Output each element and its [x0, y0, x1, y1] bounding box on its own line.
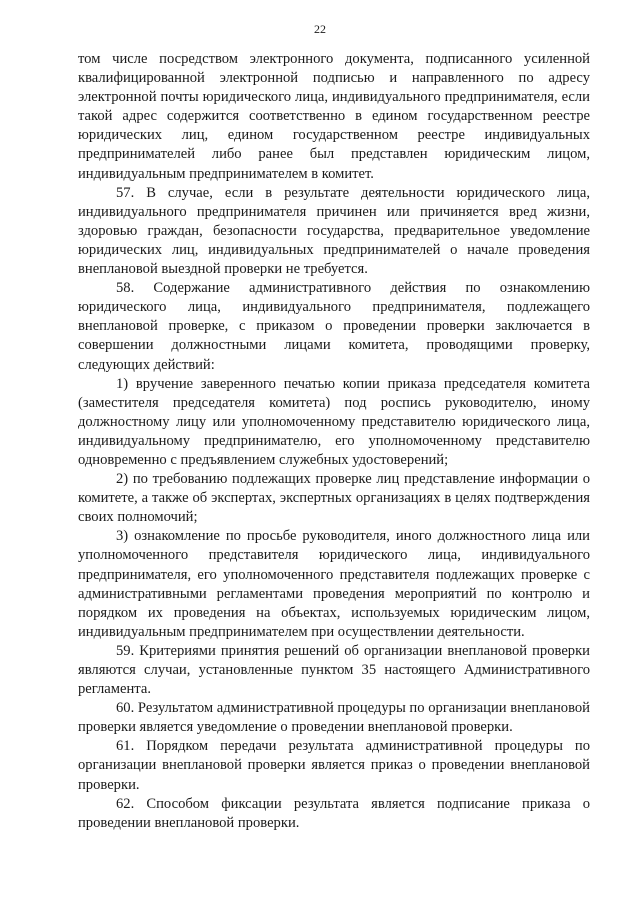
paragraph-58: 58. Содержание административного действия по ознакомлению юридического лица, индивидуального предпринимателя, подлежащего внеплановой проверке, с приказом о проведении проверки заключается в совершении должностными лицами комитета, проводящими проверку, следующих действий:	[78, 280, 590, 373]
paragraph-57: 57. В случае, если в результате деятельности юридического лица, индивидуального предпринимателя причинен или причиняется вред жизни, здоровью граждан, безопасности государства, предварительное уведомление юридических лиц, индивидуальных предпринимателей о начале проведения внеплановой выездной проверки не требуется.	[78, 184, 590, 278]
list-item-58-1: 1) вручение заверенного печатью копии приказа председателя комитета (заместителя председателя комитета) под роспись руководителю, иному должностному лицу или уполномоченному представителю юридического лица, индивидуальному предпринимателю, его уполномоченному представителю одновременно с предъявлением служебных удостоверений;	[78, 375, 590, 468]
list-item-58-2: 2) по требованию подлежащих проверке лиц представление информации о комитете, а также об экспертах, экспертных организациях в целях подтверждения своих полномочий;	[78, 471, 590, 526]
paragraph-60: 60. Результатом административной процедуры по организации внеплановой проверки является уведомление о проведении внеплановой проверки.	[78, 700, 590, 736]
paragraph-61: 61. Порядком передачи результата административной процедуры по организации внеплановой проверки является приказ о проведении внеплановой проверки.	[78, 738, 590, 793]
paragraph-62: 62. Способом фиксации результата является подписание приказа о проведении внеплановой проверки.	[78, 795, 590, 831]
document-body	[78, 50, 590, 833]
paragraph-59: 59. Критериями принятия решений об организации внеплановой проверки являются случаи, установленные пунктом 35 настоящего Административного регламента.	[78, 642, 590, 698]
page-number: 22	[314, 22, 326, 36]
list-item-58-3: 3) ознакомление по просьбе руководителя, иного должностного лица или уполномоченного представителя юридического лица, индивидуального предпринимателя, его уполномоченного представителя подлежащих проверке с административными регламентами проведения мероприятий по контролю и порядком их проведения на объектах, используемых юридическим лицом, индивидуальным предпринимателем при осуществлении деятельности.	[78, 528, 590, 640]
paragraph-continuation: том числе посредством электронного документа, подписанного усиленной квалифицированной электронной подписью и направленного по адресу электронной почты юридического лица, индивидуального предпринимателя, если такой адрес содержится соответственно в едином государственном реестре юридических лиц, едином государственном реестре индивидуальных предпринимателей либо ранее был представлен юридическим лицом, индивидуальным предпринимателем в комитет.	[78, 51, 590, 182]
